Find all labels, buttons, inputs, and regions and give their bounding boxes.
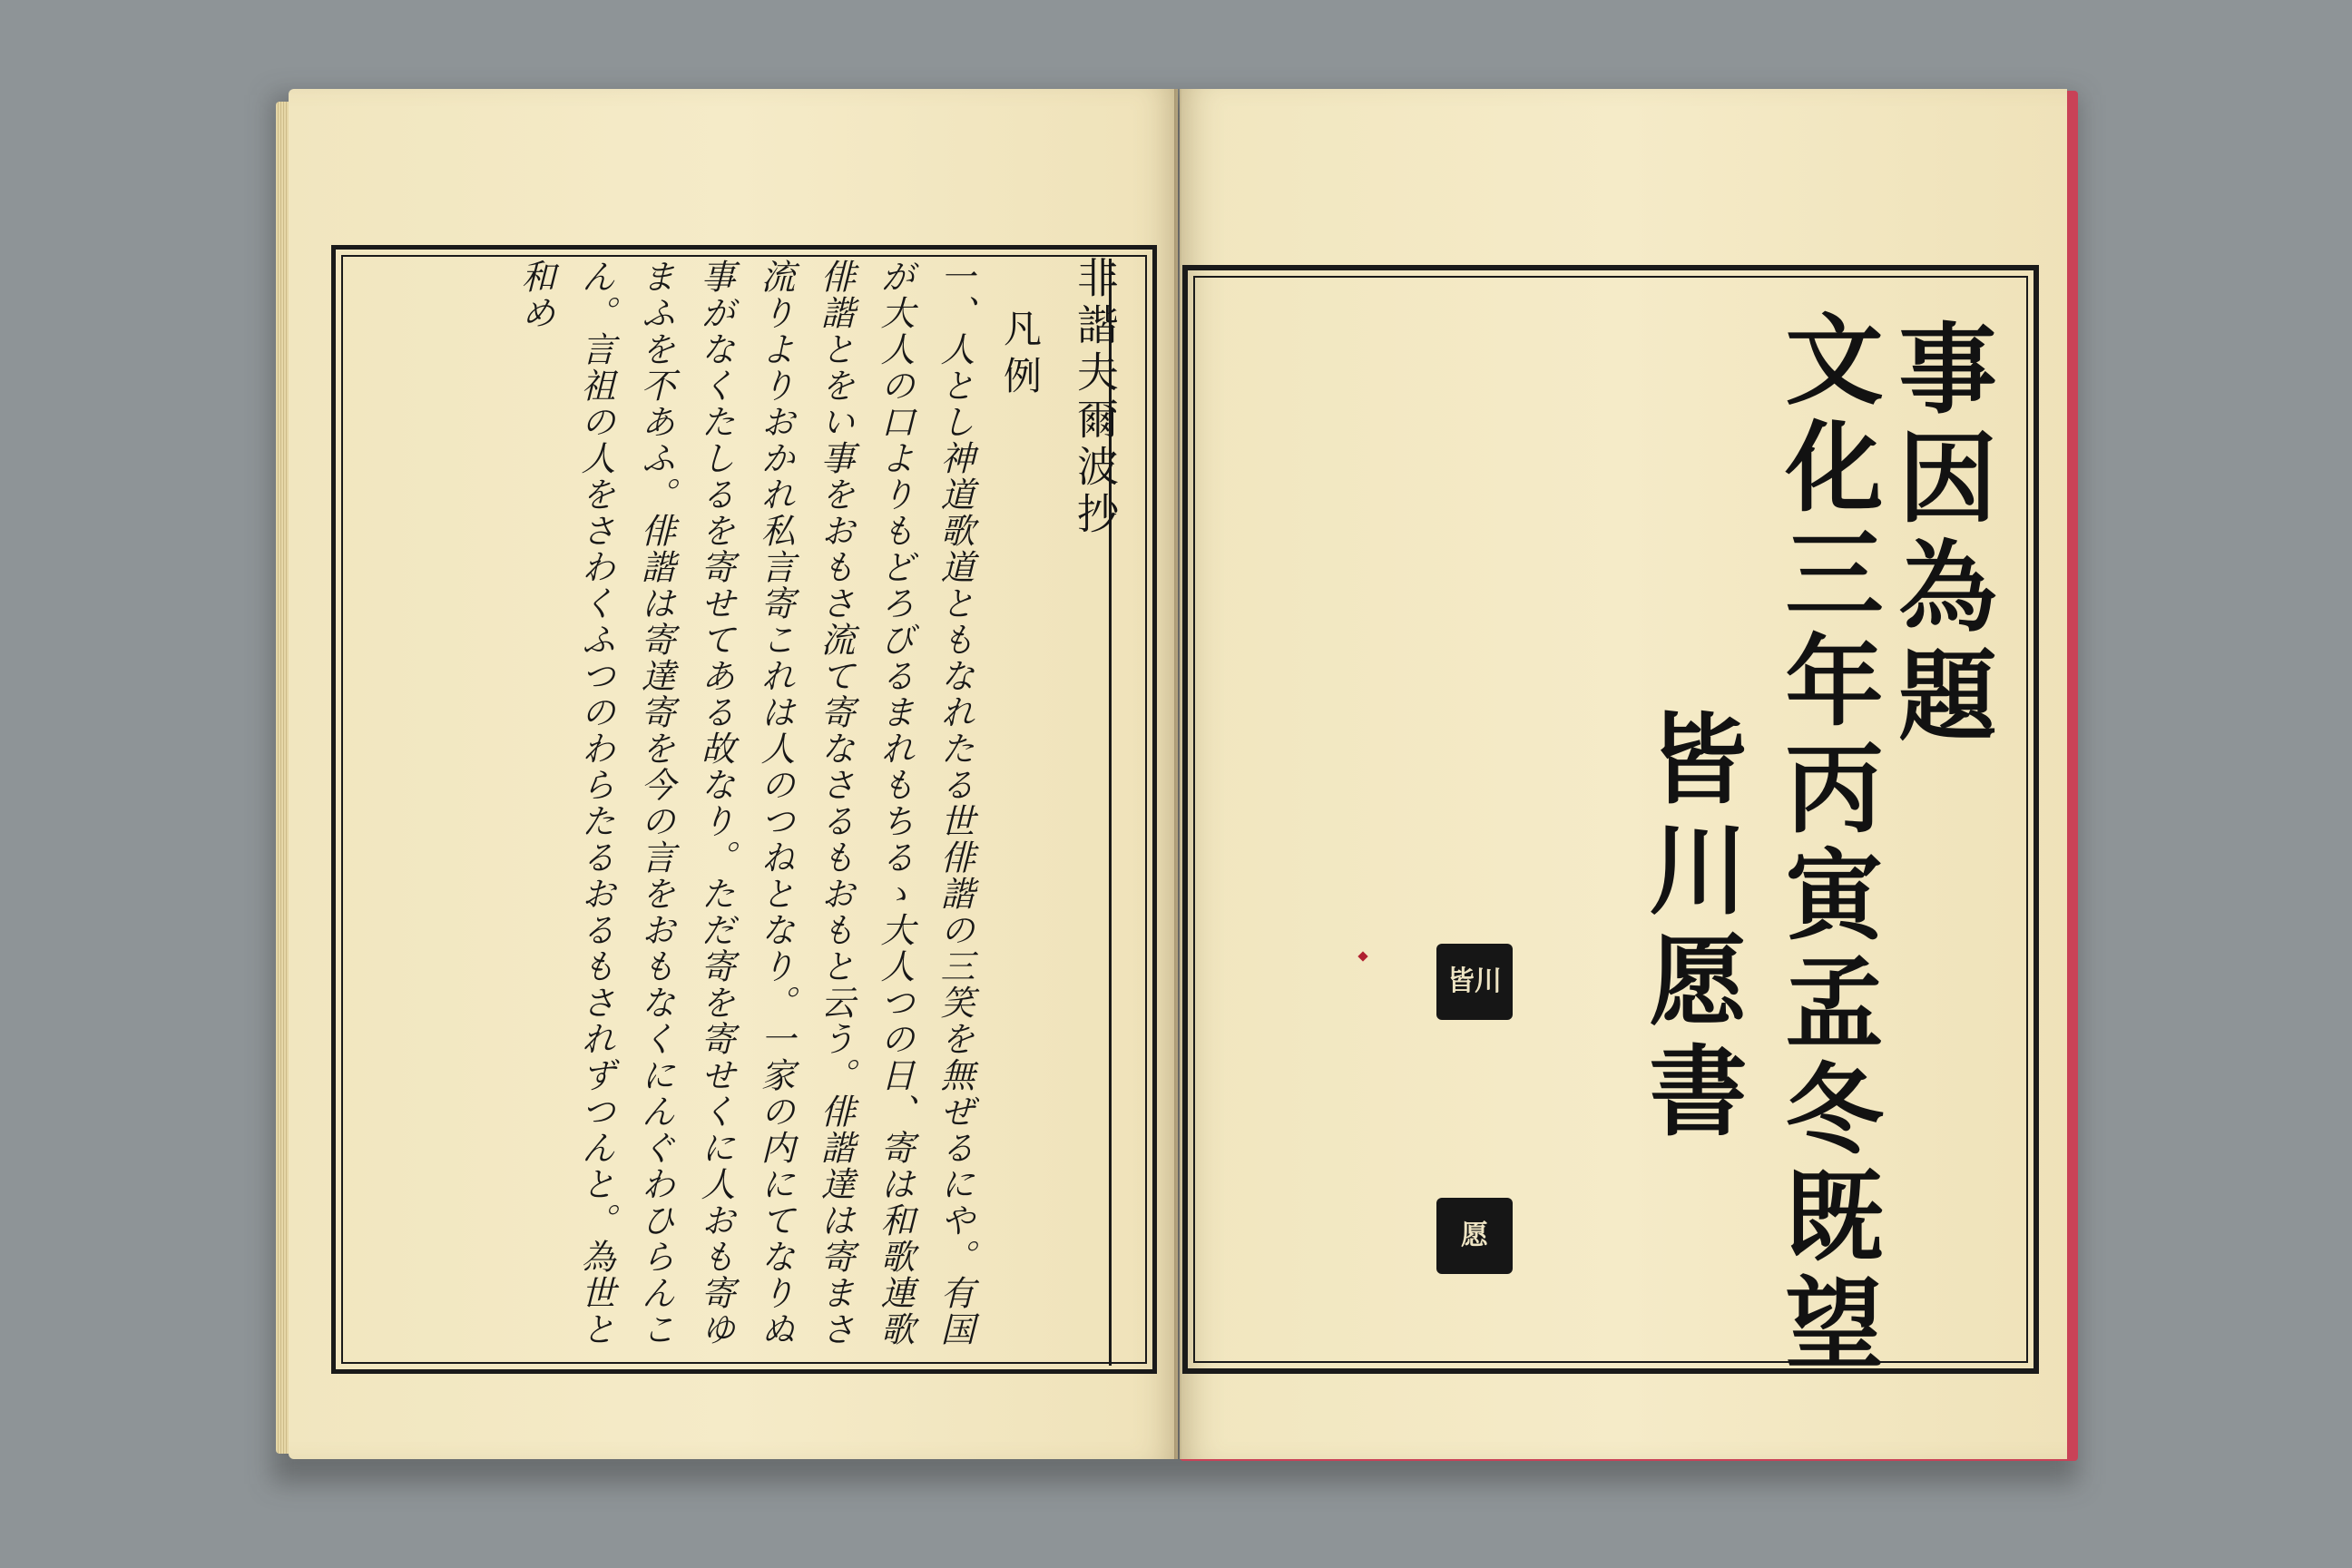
section-heading: 凡例 [998,309,1043,403]
preface-column-3: 皆川愿書 [1632,708,1747,1151]
page-title: 非諧夫爾波抄 [1071,256,1120,539]
preface-column-1: 事因為題 [1882,318,1996,753]
book-gutter [1174,89,1181,1459]
seal-stamp-1 [1436,944,1513,1020]
seal-1-text: 皆川 [1447,965,1502,997]
seal-stamp-2 [1436,1198,1513,1274]
preface-column-2: 文化三年丙寅孟冬既望 [1769,309,1883,1379]
seal-2-text: 愿 [1461,1220,1488,1251]
left-page-body: 一、人とし神道歌道ともなれたる世俳諧の三笑を無ぜるにや。有国が大人の口よりもどろびるまれもちるゝ大人つの日、寄は和歌連歌俳諧とをい事をおもさ流て寄なさるもおもと云う。俳諧達は寄まさ流りよりおかれ私言寄これは人のつねとなり。一家の内にてなりぬ事がなくたしるを寄せてある故なり。ただ寄を寄せくに人おも寄ゆまふを不あふ。俳諧は寄達寄を今の言をおもなくにんぐわひらんこん。言祖の人をさわくふつのわらたるおるもされずつんと。為世と和め [515,259,975,1348]
